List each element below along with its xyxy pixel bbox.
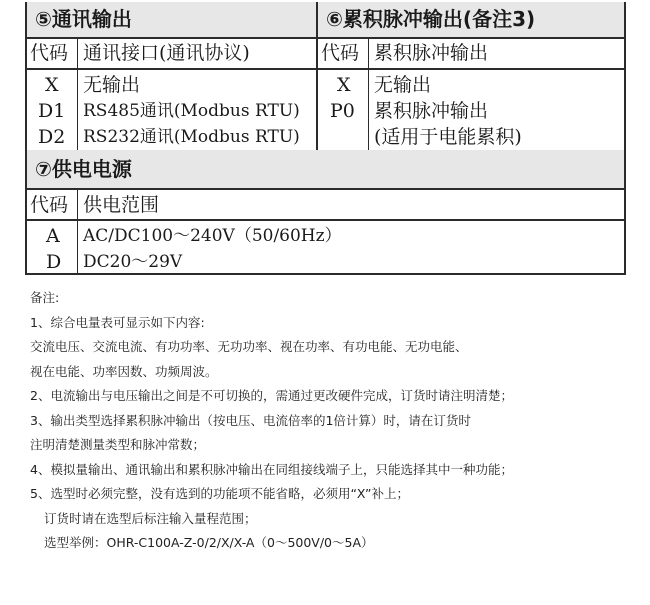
pulse-code-column-line — [368, 39, 369, 150]
comm-col-code: 代码 — [30, 42, 69, 64]
pulse-row-desc: 无输出 — [374, 74, 432, 96]
pulse-row-code: P0 — [330, 100, 355, 122]
power-row-code: A — [46, 225, 60, 247]
note-line: 2、电流输出与电压输出之间是不可切换的，需通过更改硬件完成，订货时请注明清楚； — [30, 388, 513, 403]
power-row-desc: DC20～29V — [83, 252, 183, 272]
column-header-divider — [27, 68, 624, 70]
note-line: 注明清楚测量类型和脉冲常数； — [30, 437, 206, 452]
note-line: 交流电压、交流电流、有功功率、无功功率、视在功率、有功电能、无功电能、 — [30, 339, 468, 354]
comm-row-desc: RS232通讯(Modbus RTU) — [83, 127, 300, 147]
output-options-table — [25, 2, 626, 152]
note-line: 选型举例：OHR-C100A-Z-0/2/X/X-A（0～500V/0～5A） — [44, 535, 374, 550]
pulse-col-desc: 累积脉冲输出 — [374, 42, 489, 64]
notes-section — [30, 286, 640, 556]
header-divider — [27, 188, 624, 190]
comm-row-code: D2 — [38, 126, 66, 148]
power-supply-title: ⑦供电电源 — [27, 150, 624, 188]
power-supply-table — [25, 150, 626, 275]
power-row-code: D — [46, 251, 62, 273]
note-line: 1、综合电量表可显示如下内容: — [30, 314, 205, 330]
note-line: 3、输出类型选择累积脉冲输出（按电压、电流倍率的1倍计算）时，请在订货时 — [30, 412, 471, 428]
pulse-row-desc: 累积脉冲输出 — [374, 100, 489, 122]
comm-output-title: ⑤通讯输出 — [27, 2, 316, 37]
comm-row-code: D1 — [38, 100, 66, 122]
notes-heading: 备注: — [30, 290, 60, 305]
header-divider — [27, 37, 624, 39]
note-line: 视在电能、功率因数、功频周波。 — [30, 363, 218, 379]
comm-row-code: X — [45, 74, 59, 96]
note-line: 订货时请在选型后标注输入量程范围； — [44, 510, 257, 526]
comm-col-desc: 通讯接口(通讯协议) — [83, 42, 250, 64]
power-code-column-line — [77, 190, 78, 273]
note-line: 4、模拟量输出、通讯输出和累积脉冲输出在同组接线端子上，只能选择其中一种功能； — [30, 461, 513, 477]
power-col-code: 代码 — [30, 194, 69, 216]
column-header-divider — [27, 219, 624, 221]
comm-row-desc: 无输出 — [83, 74, 141, 96]
pulse-col-code: 代码 — [321, 42, 360, 64]
pulse-output-title: ⑥累积脉冲输出(备注3) — [318, 2, 624, 37]
comm-code-column-line — [77, 39, 78, 150]
pulse-row-code: X — [337, 74, 351, 96]
note-line: 5、选型时必须完整，没有选到的功能项不能省略，必须用“X”补上； — [30, 486, 409, 501]
power-row-desc: AC/DC100～240V（50/60Hz） — [83, 226, 342, 246]
pulse-row-desc: (适用于电能累积) — [374, 126, 522, 148]
power-col-desc: 供电范围 — [83, 194, 160, 216]
comm-row-desc: RS485通讯(Modbus RTU) — [83, 101, 300, 121]
